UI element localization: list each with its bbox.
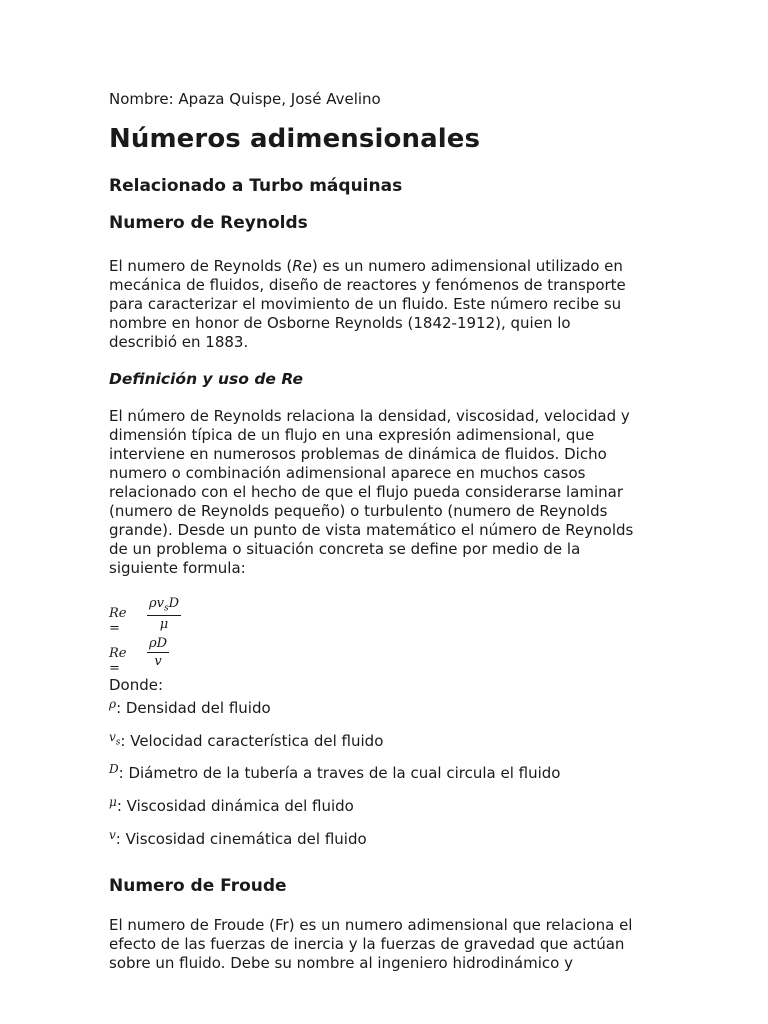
subtitle: Relacionado a Turbo máquinas bbox=[109, 176, 403, 196]
formula-numerator: ρD bbox=[149, 636, 168, 651]
froude-heading: Numero de Froude bbox=[109, 876, 287, 896]
formula-lhs: Re = bbox=[109, 646, 127, 676]
velocity-symbol bbox=[109, 730, 121, 748]
definition-item-kinematic-viscosity bbox=[109, 830, 367, 848]
symbol-base: v bbox=[109, 730, 116, 744]
paragraph-line: El número de Reynolds relaciona la densidad, viscosidad, velocidad y bbox=[109, 407, 630, 425]
formula-lhs: Re = bbox=[109, 606, 127, 636]
donde-label: Donde: bbox=[109, 676, 164, 694]
paragraph-line: para caracterizar el movimiento de un fluido. Este número recibe su bbox=[109, 295, 622, 313]
paragraph-line: interviene en numerosos problemas de dinámica de fluidos. Dicho bbox=[109, 445, 607, 463]
definition-item-velocity bbox=[109, 732, 383, 752]
page-title: Números adimensionales bbox=[109, 124, 481, 154]
definition-item-density bbox=[109, 699, 271, 717]
symbol-subscript: s bbox=[115, 737, 121, 748]
diameter-symbol: D bbox=[109, 762, 119, 776]
paragraph-line: sobre un fluido. Debe su nombre al ingeniero hidrodinámico y bbox=[109, 954, 573, 972]
definition-text: : Viscosidad dinámica del fluido bbox=[116, 797, 354, 815]
paragraph-line: (numero de Reynolds pequeño) o turbulento (numero de Reynolds bbox=[109, 502, 608, 520]
definition-text: : Viscosidad cinemática del fluido bbox=[115, 830, 367, 848]
definition-text: : Densidad del fluido bbox=[116, 699, 271, 717]
definition-text: : Diámetro de la tubería a traves de la cual circula el fluido bbox=[118, 764, 561, 782]
reynolds-heading: Numero de Reynolds bbox=[109, 213, 308, 233]
definition-paragraph bbox=[109, 407, 669, 578]
text-run: El numero de Reynolds ( bbox=[109, 257, 293, 275]
reynolds-intro-paragraph bbox=[109, 257, 669, 352]
formula-denominator: μ bbox=[159, 616, 169, 632]
rho-symbol: ρ bbox=[109, 697, 117, 711]
numerator-tail: D bbox=[168, 596, 180, 611]
paragraph-line: dimensión típica de un flujo en una expresión adimensional, que bbox=[109, 426, 595, 444]
definition-text: : Velocidad característica del fluido bbox=[120, 732, 384, 750]
formula-fraction bbox=[147, 596, 181, 632]
numerator-subscript: s bbox=[164, 603, 169, 614]
numerator-text: ρv bbox=[149, 596, 164, 611]
formula-fraction bbox=[147, 636, 169, 669]
paragraph-line: relacionado con el hecho de que el flujo pueda considerarse laminar bbox=[109, 483, 623, 501]
definition-heading: Definición y uso de Re bbox=[109, 370, 303, 388]
nu-symbol: v bbox=[109, 828, 116, 842]
formula-denominator: v bbox=[154, 654, 162, 669]
definition-item-dynamic-viscosity bbox=[109, 797, 354, 815]
paragraph-line: de un problema o situación concreta se define por medio de la bbox=[109, 540, 581, 558]
paragraph-line: efecto de las fuerzas de inercia y la fuerzas de gravedad que actúan bbox=[109, 935, 625, 953]
paragraph-line: El numero de Froude (Fr) es un numero adimensional que relaciona el bbox=[109, 916, 633, 934]
re-symbol: Re bbox=[292, 257, 312, 275]
definition-item-diameter bbox=[109, 764, 560, 782]
author-line: Nombre: Apaza Quispe, José Avelino bbox=[109, 90, 381, 108]
formula-numerator bbox=[147, 596, 181, 616]
paragraph-line: siguiente formula: bbox=[109, 559, 246, 577]
mu-symbol: μ bbox=[109, 795, 117, 809]
text-run: ) es un numero adimensional utilizado en bbox=[311, 257, 623, 275]
paragraph-line: numero o combinación adimensional aparece en muchos casos bbox=[109, 464, 586, 482]
paragraph-line: nombre en honor de Osborne Reynolds (1842-1912), quien lo bbox=[109, 314, 571, 332]
paragraph-line bbox=[109, 257, 669, 276]
paragraph-line: describió en 1883. bbox=[109, 333, 249, 351]
froude-paragraph bbox=[109, 916, 669, 973]
paragraph-line: mecánica de fluidos, diseño de reactores y fenómenos de transporte bbox=[109, 276, 626, 294]
paragraph-line: grande). Desde un punto de vista matemático el número de Reynolds bbox=[109, 521, 634, 539]
